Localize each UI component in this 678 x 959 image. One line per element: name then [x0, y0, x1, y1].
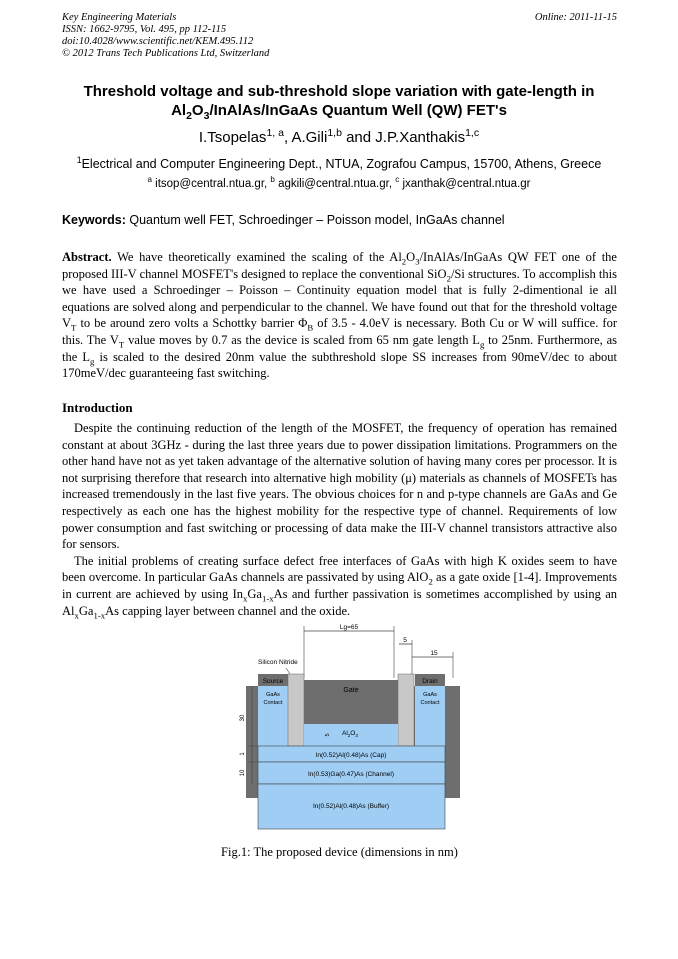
- issn-line: ISSN: 1662-9795, Vol. 495, pp 112-115: [62, 24, 227, 35]
- title-line-2: $Al_2O_3/InAlAs$/InGaAs Quantum Well (QW) FET's: [171, 102, 507, 122]
- doi-line: doi:10.4028/www.scientific.net/KEM.495.112: [62, 36, 254, 47]
- page-header: [62, 12, 617, 60]
- thickness-1-label: 1: [240, 752, 246, 756]
- cap-label: In(0.52)Al(0.48)As (Cap): [315, 752, 387, 759]
- copyright-line: © 2012 Trans Tech Publications Ltd, Switzerland: [62, 48, 270, 59]
- source-label: Source: [262, 678, 284, 685]
- device-diagram: [230, 622, 470, 837]
- lg-label: Lg=65: [339, 624, 359, 631]
- introduction-body: [62, 420, 617, 619]
- spacer-label: 5: [403, 637, 407, 644]
- journal-name: Key Engineering Materials: [62, 12, 177, 23]
- abstract: Abstract. We have theoretically examined the scaling of the $Al_2O_3/InAlAs$/InGaAs QW FET one of the proposed III-V channel MOSFET's designed to replace the conventional SiO$_2$/Si structures. To accomplish this we have used a Schroedinger – Poisson – Continuity equation model that is fully 2-dimentional ie all equations are solved along and perpendicular to the channel. We have found out that for the threshold voltage $V_T$ to be around zero volts a Schottky barrier $\Phi_B$ of 3.5 - 4.0eV is necessary. Both Cu or W will suffice. for this. The $V_T$ value moves by 0.7 as the device is scaled from 65 nm gate length $L_g$ to 25nm. Furthermore, as the $L_g$ is scaled to the desired 20nm value the subthreshold slope SS increases from 90meV/dec to about 170meV/dec guaranteeing fast switching.: [62, 250, 617, 381]
- keywords-label: Keywords:: [62, 213, 126, 227]
- drain-contact-label-1: GaAs: [423, 692, 437, 698]
- author-emails: $^a$ itsop@central.ntua.gr, $^b$ agkili@central.ntua.gr, $^c$ jxanthak@central.ntua.gr: [147, 175, 531, 190]
- drain-contact-label-2: Contact: [420, 700, 440, 706]
- intro-paragraph-2: The initial problems of creating surface defect free interfaces of GaAs with high K oxides seem to have been overcome. In particular GaAs channels are passivated by using AlO$_2$ as a gate oxide [1-4]. Improvements in current are achieved by using $In_xGa_{1-x}As$ and further passivation is sometimes accomplished by using an $Al_xGa_{1-x}As$ capping layer between channel and the oxide.: [62, 553, 617, 621]
- right-nitride-spacer: [398, 674, 414, 746]
- drain-label: Drain: [422, 678, 438, 685]
- title-line-1: Threshold voltage and sub-threshold slope variation with gate-length in: [83, 83, 595, 100]
- thickness-10-label: 10: [240, 769, 246, 777]
- abstract-label: Abstract.: [62, 250, 112, 264]
- introduction-heading: Introduction: [62, 400, 133, 415]
- figure-caption: Fig.1: The proposed device (dimensions in nm): [221, 845, 458, 859]
- online-date: Online: 2011-11-15: [534, 12, 617, 23]
- oxide-thickness-label: 5: [325, 733, 331, 737]
- keywords-text: Quantum well FET, Schroedinger – Poisson model, InGaAs channel: [125, 213, 505, 227]
- silicon-nitride-label: Silicon Nitride: [258, 659, 298, 666]
- device-figure: [230, 622, 470, 837]
- gate-label: Gate: [343, 687, 359, 694]
- intro-paragraph-1: Despite the continuing reduction of the length of the MOSFET, the frequency of operation has remained constant at about 3GHz - during the last three years due to power dissipation limitations. Programmers on the other hand have not as yet taken advantage of the alternative solution of having many cores per processor. It is not surprising therefore that research into alternative high mobility (μ) materials as channels of MOSFETs has increased tremendously in the last five years. The obvious choices for n and p-type channels are GaAs and Ge respectively as each one has the highest mobility for the respective type of channel. Requirements of low power consumption and fast switching or processing of data make the III-V channel transistors attractive also for sensors.: [62, 421, 617, 552]
- drain-width-label: 15: [430, 650, 438, 657]
- thickness-30-label: 30: [240, 714, 246, 722]
- author-list: I.Tsopelas$^{1, a}$, A.Gili$^{1,b}$ and J.P.Xanthakis$^{1,c}$: [198, 127, 480, 146]
- paper-title: [40, 82, 638, 120]
- keywords: [62, 213, 617, 227]
- source-contact-label-1: GaAs: [266, 692, 280, 698]
- buffer-label: In(0.52)Al(0.48)As (Buffer): [312, 803, 390, 810]
- left-nitride-spacer: [288, 674, 304, 746]
- source-contact-label-2: Contact: [263, 700, 283, 706]
- affiliation: $^1$Electrical and Computer Engineering Dept., NTUA, Zografou Campus, 15700, Athens, Greece: [76, 154, 602, 171]
- oxide-label: $Al_2O_3$: [342, 730, 358, 738]
- channel-label: In(0.53)Ga(0.47)As (Channel): [308, 771, 394, 778]
